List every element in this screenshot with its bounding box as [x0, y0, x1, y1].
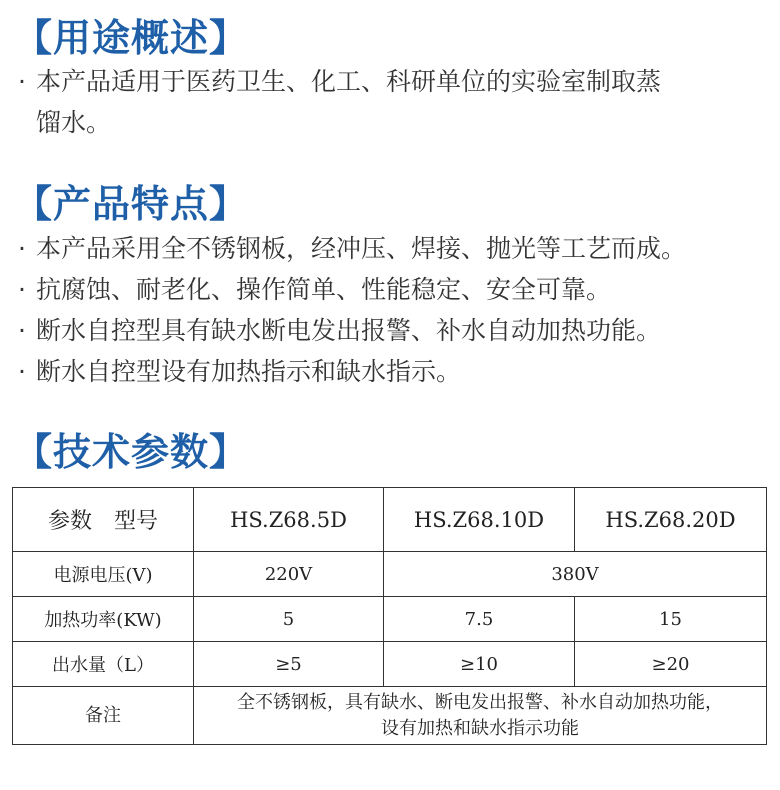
- model-cell: HS.Z68.10D: [384, 488, 575, 552]
- usage-bullet: [18, 62, 661, 102]
- feature-text: 断水自控型设有加热指示和缺水指示。: [36, 357, 462, 386]
- feature-item: [18, 311, 661, 351]
- bullet-dot: ·: [18, 316, 26, 345]
- value-cell: 220V: [194, 552, 384, 597]
- spec-table: [12, 487, 767, 745]
- value-cell: ≥10: [384, 642, 575, 687]
- feature-text: 断水自控型具有缺水断电发出报警、补水自动加热功能。: [36, 316, 662, 345]
- feature-text: 本产品采用全不锈钢板，经冲压、焊接、抛光等工艺而成。: [36, 234, 687, 263]
- table-row: [13, 642, 767, 687]
- value-cell: ≥5: [194, 642, 384, 687]
- bullet-dot: ·: [18, 234, 26, 263]
- bullet-dot: ·: [18, 357, 26, 386]
- row-label-cell: 出水量（L）: [13, 642, 194, 687]
- table-row: [13, 687, 767, 745]
- section-title-usage: 【用途概述】: [14, 16, 249, 60]
- value-cell: 7.5: [384, 597, 575, 642]
- usage-text-line1: 本产品适用于医药卫生、化工、科研单位的实验室制取蒸: [36, 67, 662, 96]
- value-cell: 5: [194, 597, 384, 642]
- feature-item: [18, 229, 686, 269]
- table-row: [13, 597, 767, 642]
- model-cell: HS.Z68.5D: [194, 488, 384, 552]
- note-cell: [194, 687, 767, 745]
- feature-text: 抗腐蚀、耐老化、操作简单、性能稳定、安全可靠。: [36, 275, 612, 304]
- bullet-dot: ·: [18, 275, 26, 304]
- section-title-specs: 【技术参数】: [14, 430, 249, 474]
- note-line: 设有加热和缺水指示功能: [381, 717, 579, 739]
- model-cell: HS.Z68.20D: [575, 488, 767, 552]
- usage-text-line2: 馏水。: [36, 108, 112, 137]
- value-cell: 380V: [384, 552, 767, 597]
- feature-item: [18, 352, 461, 392]
- section-title-features: 【产品特点】: [14, 182, 249, 226]
- note-line: 全不锈钢板，具有缺水、断电发出报警、补水自动加热功能，: [237, 691, 723, 713]
- table-header-row: [13, 488, 767, 552]
- value-cell: ≥20: [575, 642, 767, 687]
- bullet-dot: ·: [18, 67, 26, 96]
- feature-item: [18, 270, 611, 310]
- row-label-cell: 备注: [13, 687, 194, 745]
- row-label-cell: 加热功率(KW): [13, 597, 194, 642]
- value-cell: 15: [575, 597, 767, 642]
- row-label-cell: 电源电压(V): [13, 552, 194, 597]
- table-row: [13, 552, 767, 597]
- header-label-cell: 参数 型号: [13, 488, 194, 552]
